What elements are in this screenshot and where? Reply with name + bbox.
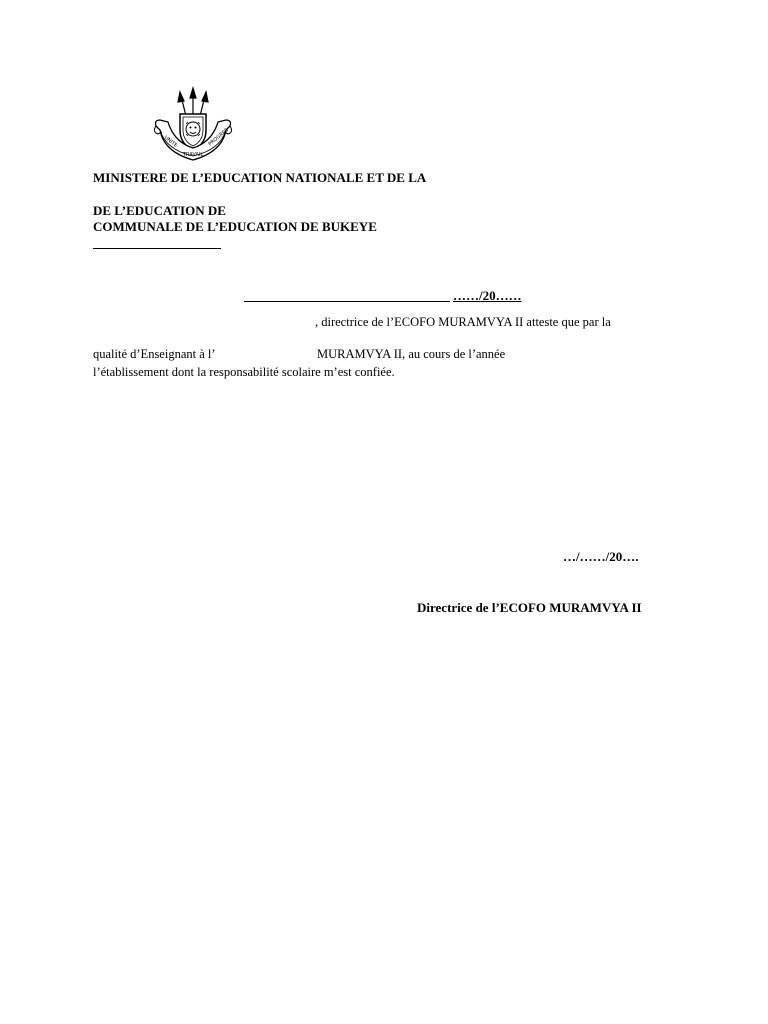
ministry-title: MINISTERE DE L’EDUCATION NATIONALE ET DE LA — [93, 170, 427, 185]
svg-text:PROGRES: PROGRES — [207, 127, 230, 148]
body-line-3: l’établissement dont la responsabilité scolaire m’est confiée. — [93, 365, 395, 379]
reference-number: ……/20…… — [453, 288, 522, 303]
body-line-2-right: MURAMVYA II, au cours de l’année — [317, 347, 506, 361]
reference-underline — [244, 301, 450, 302]
department-line-2: COMMUNALE DE L’EDUCATION DE BUKEYE — [93, 219, 377, 234]
header-divider — [93, 248, 221, 249]
body-line-2-left: qualité d’Enseignant à l’ — [93, 347, 216, 361]
signature-date: …/……/20…. — [563, 549, 639, 564]
body-line-1: , directrice de l’ECOFO MURAMVYA II atteste que par la — [315, 315, 611, 329]
signature-title: Directrice de l’ECOFO MURAMVYA II — [417, 600, 642, 615]
coat-of-arms-icon — [150, 86, 236, 166]
svg-text:TRAVAIL: TRAVAIL — [183, 152, 204, 158]
svg-text:UNITE: UNITE — [162, 134, 179, 149]
department-line-1: DE L’EDUCATION DE — [93, 203, 226, 218]
